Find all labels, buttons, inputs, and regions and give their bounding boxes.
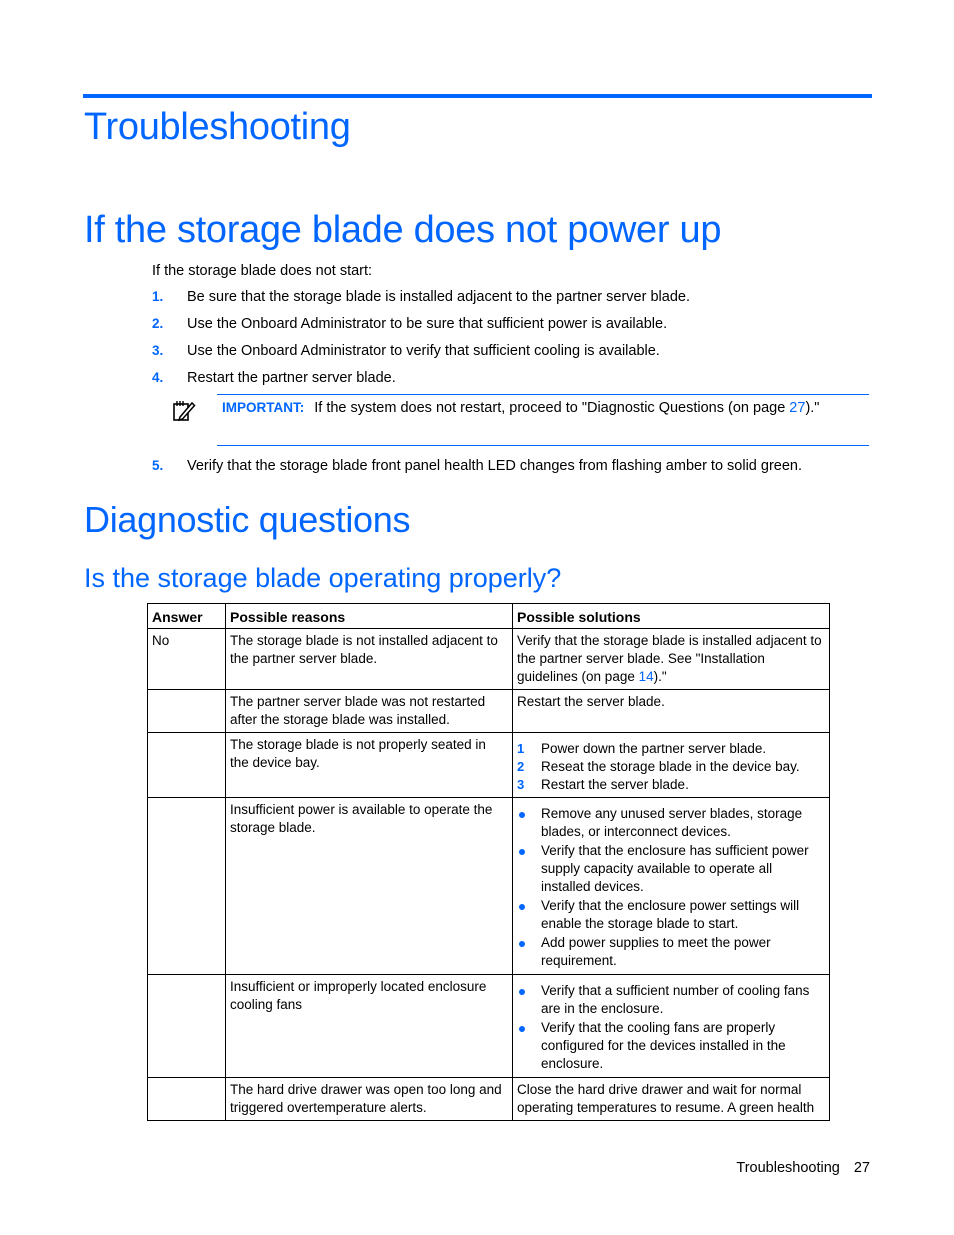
solution-step (517, 740, 825, 758)
solution-bullet (517, 982, 825, 1018)
section-heading-power-up: If the storage blade does not power up (84, 209, 722, 251)
note-label: IMPORTANT: (222, 400, 305, 415)
footer-page-number: 27 (853, 1160, 870, 1176)
step-text: Be sure that the storage blade is installed adjacent to the partner server blade. (187, 289, 690, 305)
answer-cell: No (148, 629, 226, 690)
solution-bullets (517, 805, 825, 970)
important-note-icon (172, 398, 196, 422)
table-row (148, 975, 830, 1078)
bullet-icon (519, 1026, 525, 1032)
solution-step-number: 3 (517, 777, 525, 792)
note-text (222, 399, 819, 417)
bullet-icon (519, 941, 525, 947)
solution-cell (513, 733, 830, 798)
solution-step-text: Reseat the storage blade in the device bay. (541, 759, 800, 774)
step-text: Use the Onboard Administrator to be sure that sufficient power is available. (187, 316, 668, 332)
step-number: 1. (152, 289, 164, 304)
page-footer (736, 1159, 870, 1177)
step-text: Restart the partner server blade. (187, 370, 396, 386)
answer-cell (148, 690, 226, 733)
solution-cell (513, 798, 830, 975)
answer-cell (148, 798, 226, 975)
solution-bullet (517, 897, 825, 933)
step-number: 4. (152, 370, 164, 385)
installation-page-link[interactable]: 14 (638, 669, 654, 684)
bullet-icon (519, 989, 525, 995)
solution-bullet-text: Verify that the enclosure has sufficient power supply capacity available to operate all installed devices. (541, 843, 809, 894)
solution-steps (517, 740, 825, 794)
chapter-rule (83, 94, 872, 98)
reason-cell: The hard drive drawer was open too long and triggered overtemperature alerts. (226, 1078, 513, 1121)
note-body: If the system does not restart, proceed to "Diagnostic Questions (on page (314, 400, 790, 416)
table-row (148, 690, 830, 733)
solution-bullet-text: Verify that the enclosure power settings will enable the storage blade to start. (541, 898, 800, 931)
reason-cell: Insufficient or improperly located enclosure cooling fans (226, 975, 513, 1078)
step-number: 3. (152, 343, 164, 358)
subsection-heading: Is the storage blade operating properly? (84, 563, 562, 593)
answer-cell (148, 733, 226, 798)
solution-cell (513, 629, 830, 690)
solution-text-end: )." (653, 669, 667, 684)
solution-bullet (517, 934, 825, 970)
solution-step-number: 1 (517, 741, 525, 756)
solution-bullet (517, 805, 825, 841)
solution-step (517, 776, 825, 794)
answer-cell (148, 1078, 226, 1121)
solution-bullet-text: Add power supplies to meet the power requirement. (541, 935, 771, 968)
table-row (148, 1078, 830, 1121)
chapter-title: Troubleshooting (84, 106, 351, 148)
solution-bullet (517, 1019, 825, 1073)
reason-cell: The storage blade is not properly seated in the device bay. (226, 733, 513, 798)
table-header-row (148, 604, 830, 629)
column-header-answer: Answer (148, 604, 226, 629)
note-top-rule (217, 394, 869, 395)
solution-bullet (517, 842, 825, 896)
reason-cell: The storage blade is not installed adjacent to the partner server blade. (226, 629, 513, 690)
reason-cell: The partner server blade was not restarted after the storage blade was installed. (226, 690, 513, 733)
solution-cell: Restart the server blade. (513, 690, 830, 733)
solution-bullet-text: Verify that the cooling fans are properly configured for the devices installed in the enclosure. (541, 1020, 786, 1071)
bullet-icon (519, 812, 525, 818)
step-number: 2. (152, 316, 164, 331)
solution-text: Verify that the storage blade is installed adjacent to the partner server blade. See "Installation guidelines (on page (517, 633, 822, 684)
table-row (148, 798, 830, 975)
solution-bullet-text: Verify that a sufficient number of cooling fans are in the enclosure. (541, 983, 810, 1016)
reason-cell: Insufficient power is available to operate the storage blade. (226, 798, 513, 975)
step-text: Verify that the storage blade front panel health LED changes from flashing amber to solid green. (187, 458, 803, 474)
step-text: Use the Onboard Administrator to verify that sufficient cooling is available. (187, 343, 660, 359)
solution-cell: Close the hard drive drawer and wait for normal operating temperatures to resume. A green health (513, 1078, 830, 1121)
answer-cell (148, 975, 226, 1078)
solution-step-number: 2 (517, 759, 525, 774)
note-page-link[interactable]: 27 (789, 400, 806, 416)
solution-cell (513, 975, 830, 1078)
solution-bullet-text: Remove any unused server blades, storage blades, or interconnect devices. (541, 806, 803, 839)
solution-step-text: Power down the partner server blade. (541, 741, 767, 756)
note-body-end: )." (805, 400, 820, 416)
intro-text: If the storage blade does not start: (152, 263, 373, 279)
table-row (148, 629, 830, 690)
footer-section: Troubleshooting (736, 1160, 840, 1176)
column-header-solutions: Possible solutions (513, 604, 830, 629)
diagnostic-table (147, 603, 830, 1121)
solution-step (517, 758, 825, 776)
bullet-icon (519, 849, 525, 855)
bullet-icon (519, 904, 525, 910)
step-number: 5. (152, 458, 164, 473)
column-header-reasons: Possible reasons (226, 604, 513, 629)
solution-step-text: Restart the server blade. (541, 777, 689, 792)
table-row (148, 733, 830, 798)
note-bottom-rule (217, 445, 869, 446)
section-heading-diagnostic: Diagnostic questions (84, 499, 411, 540)
solution-bullets (517, 982, 825, 1073)
